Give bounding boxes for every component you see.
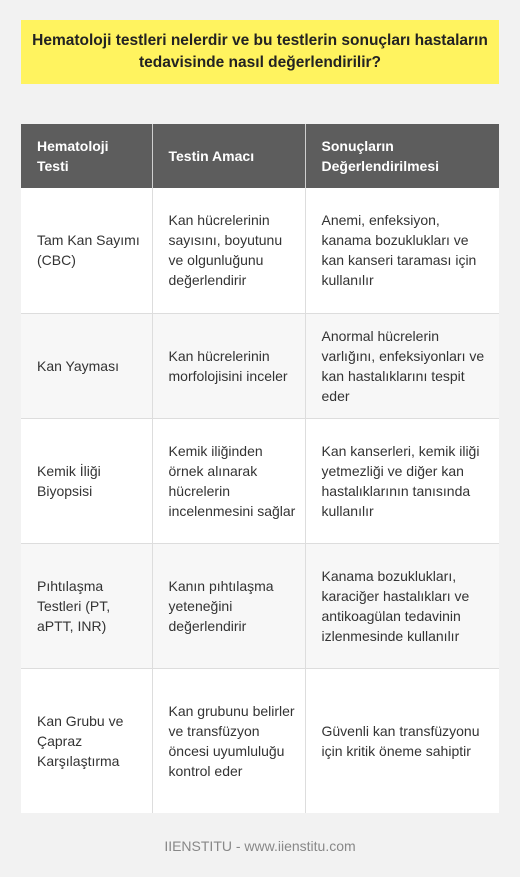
- cell-test: Kemik İliği Biyopsisi: [21, 418, 152, 543]
- cell-test: Kan Grubu ve Çapraz Karşılaştırma: [21, 668, 152, 813]
- table-row: [21, 668, 499, 813]
- table-row: [21, 188, 499, 313]
- header-purpose: Testin Amacı: [152, 124, 305, 188]
- cell-test: Tam Kan Sayımı (CBC): [21, 188, 152, 313]
- cell-test: Kan Yayması: [21, 313, 152, 418]
- cell-purpose: Kanın pıhtılaşma yeteneğini değerlendirir: [152, 543, 305, 668]
- cell-purpose: Kan hücrelerinin morfolojisini inceler: [152, 313, 305, 418]
- cell-evaluation: Güvenli kan transfüzyonu için kritik öneme sahiptir: [305, 668, 499, 813]
- header-evaluation: Sonuçların Değerlendirilmesi: [305, 124, 499, 188]
- hematology-table: [21, 124, 499, 813]
- cell-evaluation: Anemi, enfeksiyon, kanama bozuklukları ve kan kanseri taraması için kullanılır: [305, 188, 499, 313]
- cell-test: Pıhtılaşma Testleri (PT, aPTT, INR): [21, 543, 152, 668]
- table-container: [21, 124, 499, 813]
- table-row: [21, 418, 499, 543]
- header-test: Hematoloji Testi: [21, 124, 152, 188]
- table-header-row: [21, 124, 499, 188]
- cell-purpose: Kan grubunu belirler ve transfüzyon öncesi uyumluluğu kontrol eder: [152, 668, 305, 813]
- cell-evaluation: Kanama bozuklukları, karaciğer hastalıkları ve antikoagülan tedavinin izlenmesinde kullanılır: [305, 543, 499, 668]
- table-row: [21, 313, 499, 418]
- cell-purpose: Kemik iliğinden örnek alınarak hücrelerin incelenmesini sağlar: [152, 418, 305, 543]
- page-title: Hematoloji testleri nelerdir ve bu testlerin sonuçları hastaların tedavisinde nasıl değerlendirilir?: [32, 32, 488, 71]
- cell-purpose: Kan hücrelerinin sayısını, boyutunu ve olgunluğunu değerlendirir: [152, 188, 305, 313]
- title-banner: [21, 20, 499, 84]
- table-row: [21, 543, 499, 668]
- footer-credit: IIENSTITU - www.iienstitu.com: [164, 838, 356, 854]
- cell-evaluation: Anormal hücrelerin varlığını, enfeksiyonları ve kan hastalıklarını tespit eder: [305, 313, 499, 418]
- cell-evaluation: Kan kanserleri, kemik iliği yetmezliği ve diğer kan hastalıklarının tanısında kullanılır: [305, 418, 499, 543]
